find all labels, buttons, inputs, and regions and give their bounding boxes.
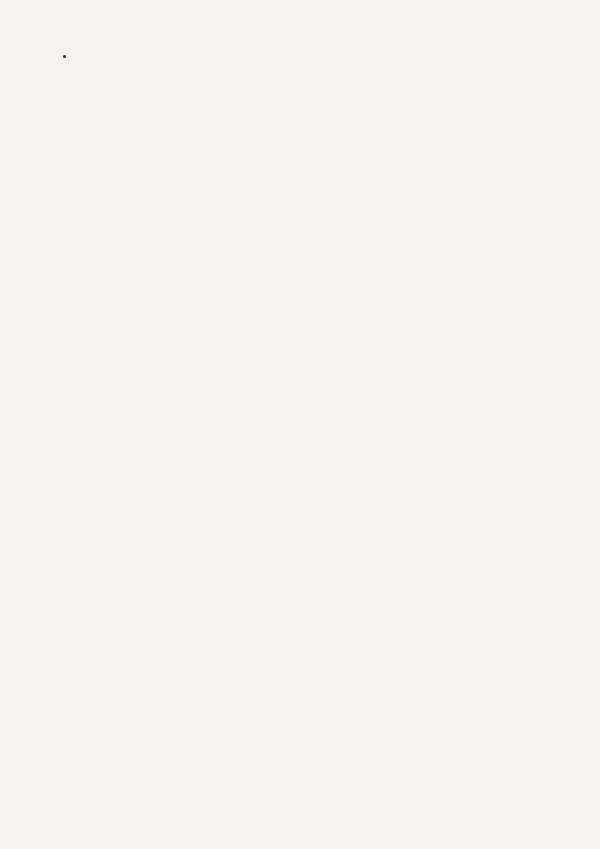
toc-subentry [0, 286, 600, 304]
toc-subentry [0, 243, 600, 261]
toc-chapter-heading [0, 86, 600, 104]
toc-subentry [0, 162, 600, 180]
toc-subentry [0, 357, 600, 375]
toc-chapter-heading [0, 0, 600, 18]
toc-subentry [0, 226, 600, 244]
toc-section-entry [0, 108, 600, 126]
toc-subentry [0, 304, 600, 322]
toc-subentry [0, 127, 600, 145]
toc-subentry [0, 340, 600, 358]
toc-subentry [0, 207, 600, 225]
toc-section-entry [0, 190, 600, 208]
ink-speck [63, 55, 66, 58]
toc-subentry [0, 321, 600, 339]
toc-section-entry [0, 383, 600, 401]
toc-subentry [0, 145, 600, 163]
toc-section-entry [0, 267, 600, 285]
